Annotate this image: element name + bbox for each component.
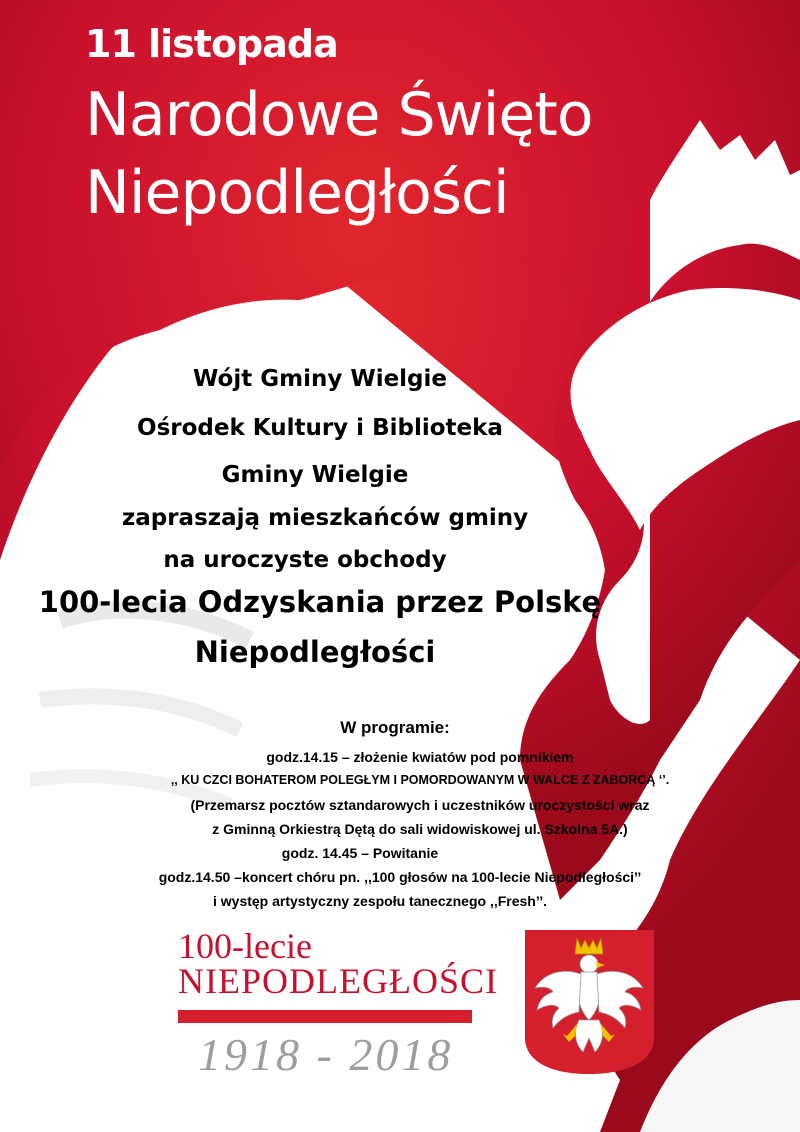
program-item: godz.14.50 –koncert chóru pn. ,,100 głosów na 100-lecie Niepodległości’’ (158, 869, 642, 885)
invitation-cohost-municipality: Gminy Wielgie (221, 462, 409, 488)
program-item: i występ artystyczny zespołu tanecznego ,,Fresh’’. (212, 893, 548, 909)
program-item: z Gminną Orkiestrą Dętą do sali widowiskowej ul. Szkolna 5A.) (212, 821, 628, 837)
anniversary-logo-bar (178, 1010, 472, 1023)
title-line-1: Narodowe Święto (85, 80, 593, 150)
invitation-text: zapraszają mieszkańców gminy (121, 505, 529, 531)
occasion-title-1: 100-lecia Odzyskania przez Polskę (38, 585, 602, 619)
anniversary-logo-word: NIEPODLEGŁOŚCI (178, 961, 498, 1001)
program-item: godz. 14.45 – Powitanie (281, 845, 439, 861)
program-item: (Przemarsz pocztów sztandarowych i uczestników uroczystości wraz (190, 797, 650, 813)
title-line-2: Niepodległości (85, 158, 509, 228)
event-date: 11 listopada (85, 22, 338, 66)
polish-eagle-emblem-icon (523, 928, 656, 1076)
program-item: ,, KU CZCI BOHATEROM POLEGŁYM I POMORDOWANYM W WALCE Z ZABORCĄ ‘’. (170, 773, 670, 787)
invitation-cohost: Ośrodek Kultury i Biblioteka (137, 415, 503, 441)
anniversary-logo-number: 100-lecie (178, 926, 312, 966)
occasion-title-2: Niepodległości (194, 635, 436, 669)
invitation-host: Wójt Gminy Wielgie (192, 366, 448, 392)
program-heading: W programie: (340, 718, 450, 737)
invitation-text-2: na uroczyste obchody (163, 547, 447, 573)
program-item: godz.14.15 – złożenie kwiatów pod pomnikiem (266, 749, 574, 765)
anniversary-logo-years: 1918 - 2018 (198, 1029, 454, 1080)
